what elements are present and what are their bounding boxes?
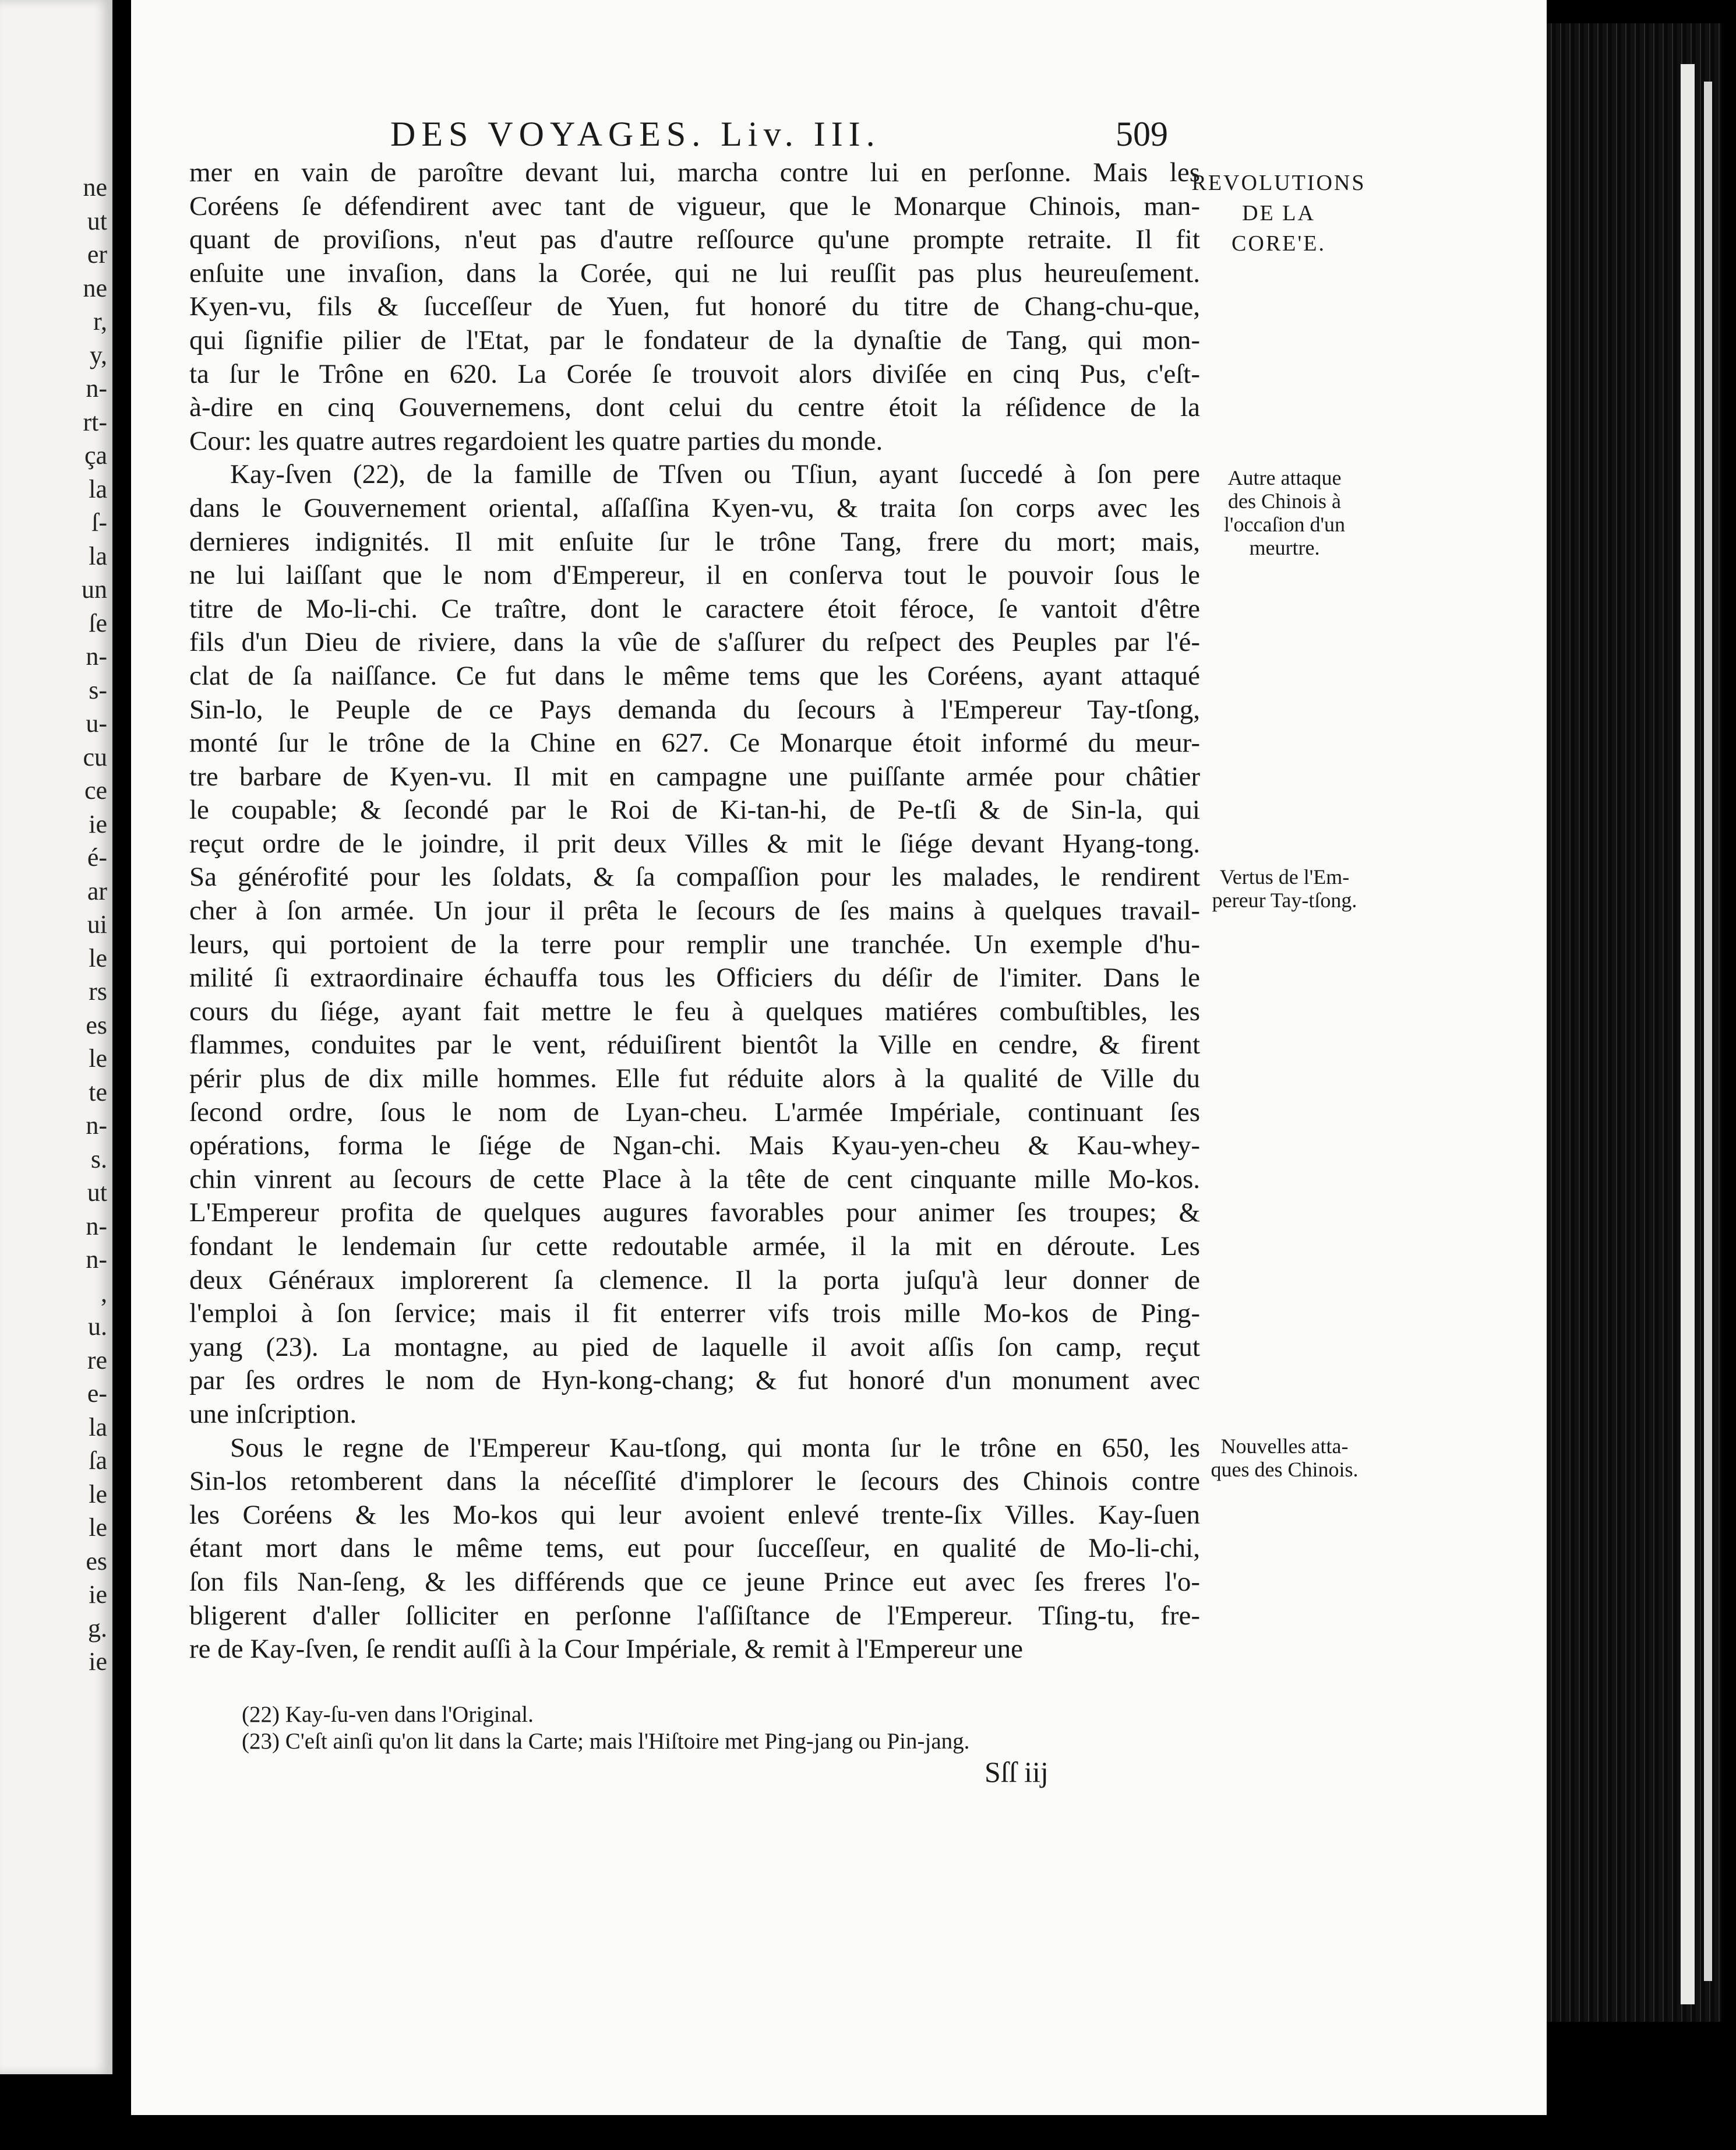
facing-page-fragment: ie xyxy=(89,1580,107,1609)
facing-page-fragment: u. xyxy=(88,1312,107,1341)
page-stack-highlight-2 xyxy=(1704,82,1712,1981)
body-line: reçut ordre de le joindre, il prit deux Villes & mit le ſiége devant Hyang-tong. xyxy=(189,828,1200,859)
running-head: DES VOYAGES. Liv. III. xyxy=(390,115,881,153)
signature-mark: Sſſ iij xyxy=(985,1756,1049,1788)
body-line: re de Kay-ſven, ſe rendit auſſi à la Cour Impériale, & remit à l'Empereur une xyxy=(189,1634,1023,1665)
body-line: ſon fils Nan-ſeng, & les différends que ce jeune Prince eut avec ſes freres l'o- xyxy=(189,1566,1200,1597)
margin-note-vertus xyxy=(1188,865,1381,912)
body-line: titre de Mo-li-chi. Ce traître, dont le caractere étoit féroce, ſe vantoit d'être xyxy=(189,593,1200,624)
facing-page-fragment: g. xyxy=(88,1613,107,1643)
facing-page-fragment: ce xyxy=(84,776,107,805)
facing-page-fragment: le xyxy=(89,1479,107,1508)
facing-page-fragment: r, xyxy=(93,307,107,336)
body-line: fondant le lendemain ſur cette redoutable armée, il la mit en déroute. Les xyxy=(189,1231,1200,1261)
body-line: cours du ſiége, ayant fait mettre le feu à quelques matiéres combuſtibles, les xyxy=(189,996,1200,1027)
body-line: milité ſi extraordinaire échauffa tous les Officiers du déſir de l'imiter. Dans le xyxy=(189,963,1200,993)
body-line: dernieres indignités. Il mit enſuite ſur le trône Tang, frere du mort; mais, xyxy=(189,526,1200,557)
body-line: yang (23). La montagne, au pied de laquelle il avoit aſſis ſon camp, reçut xyxy=(189,1331,1200,1362)
facing-page-fragment: un xyxy=(82,575,107,604)
facing-page-fragment: ça xyxy=(84,441,107,470)
body-line: une inſcription. xyxy=(189,1398,357,1429)
facing-page-fragment: te xyxy=(89,1077,107,1106)
body-line: Coréens ſe défendirent avec tant de vigueur, que le Monarque Chinois, man- xyxy=(189,191,1200,221)
body-line: Sous le regne de l'Empereur Kau-tſong, qui monta ſur le trône en 650, les xyxy=(230,1432,1200,1463)
page-stack-edges xyxy=(1547,23,1721,2022)
body-line: flammes, conduites par le vent, réduiſirent bientôt la Ville en cendre, & firent xyxy=(189,1030,1200,1060)
facing-page-edge xyxy=(0,0,112,2074)
margin-note-line: l'occaſion d'un xyxy=(1224,513,1345,536)
margin-note-nouvelles-attaques xyxy=(1188,1434,1381,1481)
facing-page-fragment: es xyxy=(86,1546,107,1576)
body-line: leurs, qui portoient de la terre pour remplir une tranchée. Un exemple d'hu- xyxy=(189,929,1200,960)
facing-page-fragment: er xyxy=(87,240,107,269)
body-line: ne lui laiſſant que le nom d'Empereur, il en conſerva tout le pouvoir ſous le xyxy=(189,560,1200,591)
facing-page-fragment: ne xyxy=(83,173,107,202)
facing-page-fragment: ie xyxy=(89,1647,107,1676)
facing-page-fragment: ut xyxy=(87,1178,107,1207)
facing-page-fragment: es xyxy=(86,1010,107,1039)
body-line: deux Généraux implorerent ſa clemence. Il la porta juſqu'à leur donner de xyxy=(189,1264,1200,1295)
facing-page-fragment: y, xyxy=(89,340,107,369)
body-line: ta ſur le Trône en 620. La Corée ſe trouvoit alors diviſée en cinq Pus, c'eſt- xyxy=(189,358,1200,389)
body-text xyxy=(189,156,1200,1666)
body-line: périr plus de dix mille hommes. Elle fut réduite alors à la qualité de Ville du xyxy=(189,1063,1200,1094)
facing-page-fragment: n- xyxy=(86,1245,107,1274)
margin-note-revolutions xyxy=(1191,168,1366,259)
page-stack-highlight xyxy=(1681,64,1695,2004)
margin-note-line: Nouvelles atta- xyxy=(1220,1434,1349,1458)
body-line: ſecond ordre, ſous le nom de Lyan-cheu. L'armée Impériale, continuant ſes xyxy=(189,1097,1200,1127)
body-line: clat de ſa naiſſance. Ce fut dans le même tems que les Coréens, ayant attaqué xyxy=(189,660,1200,691)
body-line: tre barbare de Kyen-vu. Il mit en campagne une puiſſante armée pour châtier xyxy=(189,761,1200,792)
facing-page-fragment: n- xyxy=(86,642,107,671)
body-line: Cour: les quatre autres regardoient les quatre parties du monde. xyxy=(189,425,883,456)
margin-note-line: Autre attaque xyxy=(1227,466,1342,489)
facing-page-fragment: ut xyxy=(87,206,107,235)
body-line: monté ſur le trône de la Chine en 627. Ce Monarque étoit informé du meur- xyxy=(189,728,1200,759)
footnotes xyxy=(242,1701,1232,1755)
body-line: à-dire en cinq Gouvernemens, dont celui du centre étoit la réſidence de la xyxy=(189,392,1200,423)
body-line: cher à ſon armée. Un jour il prêta le ſecours de ſes mains à quelques travail- xyxy=(189,896,1200,926)
facing-page-fragment: e- xyxy=(87,1379,107,1408)
facing-page-fragment: le xyxy=(89,1044,107,1073)
margin-note-line: des Chinois à xyxy=(1228,489,1341,513)
margin-note-line: CORE'E. xyxy=(1232,231,1326,256)
facing-page-fragment: rs xyxy=(89,977,107,1006)
footnote-23: (23) C'eſt ainſi qu'on lit dans la Carte; mais l'Hiſtoire met Ping-jang ou Pin-jang. xyxy=(242,1729,970,1754)
margin-note-line: ques des Chinois. xyxy=(1211,1458,1359,1481)
body-line: bligerent d'aller ſolliciter en perſonne l'aſſiſtance de l'Empereur. Tſing-tu, fre- xyxy=(189,1600,1200,1631)
body-line: dans le Gouvernement oriental, aſſaſſina Kyen-vu, & traita ſon corps avec les xyxy=(189,492,1200,523)
facing-page-fragment: ie xyxy=(89,809,107,838)
body-line: opérations, forma le ſiége de Ngan-chi. Mais Kyau-yen-cheu & Kau-whey- xyxy=(189,1130,1200,1161)
facing-page-fragment: s. xyxy=(90,1144,107,1173)
facing-page-fragment: cu xyxy=(83,742,107,771)
body-line: chin vinrent au ſecours de cette Place à la tête de cent cinquante mille Mo-kos. xyxy=(189,1164,1200,1194)
body-line: enſuite une invaſion, dans la Corée, qui ne lui reuſſit pas plus heureuſement. xyxy=(189,258,1200,288)
facing-page-fragment: re xyxy=(87,1345,107,1374)
facing-page-fragment: , xyxy=(101,1278,107,1307)
body-line: Sin-lo, le Peuple de ce Pays demanda du ſecours à l'Empereur Tay-tſong, xyxy=(189,694,1200,725)
facing-page-fragment: ar xyxy=(87,876,107,905)
facing-page-fragment: la xyxy=(89,474,107,503)
margin-note-autre-attaque xyxy=(1188,466,1381,559)
facing-page-fragment: n- xyxy=(86,1111,107,1140)
facing-page-fragment: ui xyxy=(87,910,107,939)
facing-page-fragment: ſe xyxy=(89,608,107,637)
body-line: par ſes ordres le nom de Hyn-kong-chang; & fut honoré d'un monument avec xyxy=(189,1365,1200,1396)
facing-page-fragment: u- xyxy=(86,709,107,738)
footnote-22: (22) Kay-ſu-ven dans l'Original. xyxy=(242,1702,534,1727)
margin-note-line: Vertus de l'Em- xyxy=(1219,865,1350,889)
facing-page-fragment: n- xyxy=(86,1211,107,1240)
body-line: L'Empereur profita de quelques augures favorables pour animer ſes troupes; & xyxy=(189,1197,1200,1228)
body-line: Sin-los retomberent dans la néceſſité d'implorer le ſecours des Chinois contre xyxy=(189,1466,1200,1497)
facing-page-fragment: s- xyxy=(89,675,107,704)
body-line: les Coréens & les Mo-kos qui leur avoient enlevé trente-ſix Villes. Kay-ſuen xyxy=(189,1499,1200,1530)
margin-note-line: pereur Tay-tſong. xyxy=(1212,889,1357,912)
margin-note-line: DE LA xyxy=(1242,201,1315,225)
facing-page-fragment: é- xyxy=(87,843,107,872)
body-line: mer en vain de paroître devant lui, marcha contre lui en perſonne. Mais les xyxy=(189,157,1200,188)
facing-page-fragment: le xyxy=(89,943,107,972)
body-line: le coupable; & ſecondé par le Roi de Ki-tan-hi, de Pe-tſi & de Sin-la, qui xyxy=(189,795,1200,826)
facing-page-fragment: ſa xyxy=(89,1446,107,1475)
facing-page-fragment: ſ- xyxy=(91,508,107,537)
body-line: Kay-ſven (22), de la famille de Tſven ou Tſiun, ayant ſuccedé à ſon pere xyxy=(230,459,1200,490)
margin-note-line: REVOLUTIONS xyxy=(1191,171,1366,195)
facing-page-fragment: le xyxy=(89,1513,107,1542)
body-line: l'emploi à ſon ſervice; mais il fit enterrer vifs trois mille Mo-kos de Ping- xyxy=(189,1298,1200,1329)
body-line: quant de proviſions, n'eut pas d'autre reſſource qu'une prompte retraite. Il fit xyxy=(189,224,1200,255)
body-line: fils d'un Dieu de riviere, dans la vûe de s'aſſurer du reſpect des Peuples par l'é- xyxy=(189,627,1200,658)
body-line: Kyen-vu, fils & ſucceſſeur de Yuen, fut honoré du titre de Chang-chu-que, xyxy=(189,291,1200,322)
body-line: Sa générofité pour les ſoldats, & ſa compaſſion pour les malades, le rendirent xyxy=(189,862,1200,893)
margin-note-line: meurtre. xyxy=(1249,536,1320,559)
facing-page-fragment: ne xyxy=(83,273,107,302)
body-line: étant mort dans le même tems, eut pour ſucceſſeur, en qualité de Mo-li-chi, xyxy=(189,1533,1200,1564)
facing-page-fragment: rt- xyxy=(83,407,107,436)
facing-page-fragment: n- xyxy=(86,374,107,403)
facing-page-fragment: la xyxy=(89,541,107,570)
body-line: qui ſignifie pilier de l'Etat, par le fondateur de la dynaſtie de Tang, qui mon- xyxy=(189,325,1200,355)
page-number: 509 xyxy=(1116,115,1168,153)
facing-page-fragment: la xyxy=(89,1412,107,1441)
